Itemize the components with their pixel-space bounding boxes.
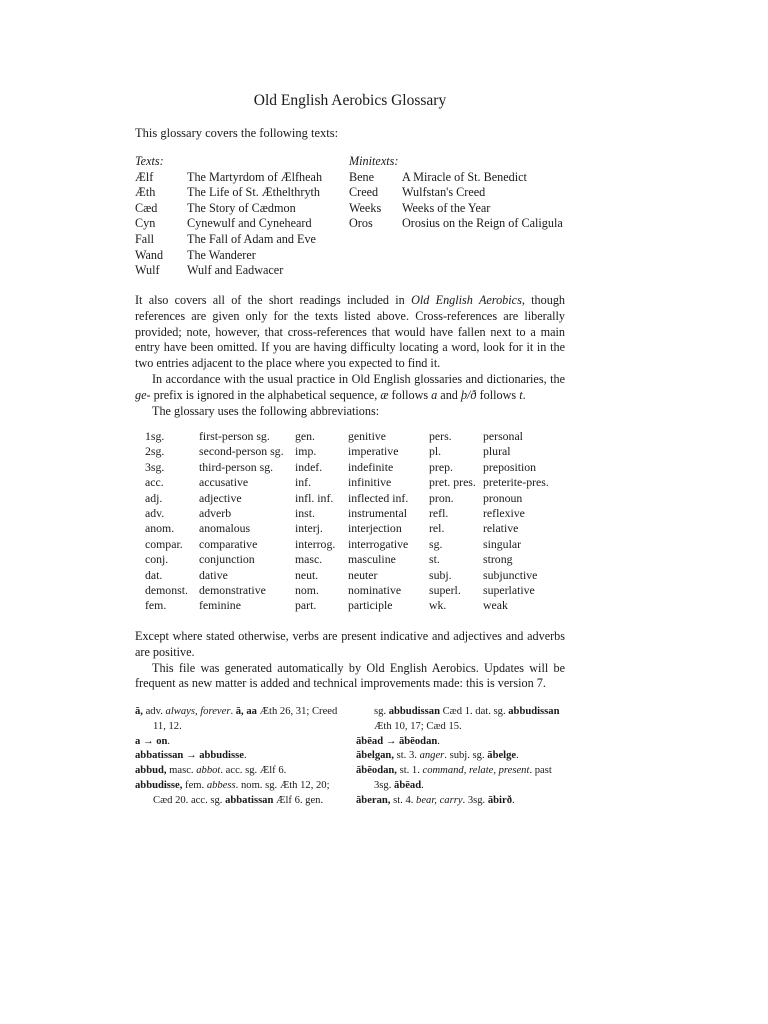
abbreviation-meaning: strong: [483, 552, 513, 567]
definition: always, forever: [165, 706, 231, 717]
abbreviation: wk.: [429, 598, 447, 613]
text-abbr: Fall: [135, 231, 154, 246]
texts-heading: Texts:: [135, 154, 164, 168]
entry-text: .: [437, 735, 440, 747]
text-name: The Story of Cædmon: [187, 200, 296, 215]
text-name: The Wanderer: [187, 247, 256, 262]
abbreviation: acc.: [145, 475, 164, 490]
entry-text: Æth 26, 31; Creed 11, 12.: [153, 706, 338, 732]
text-name: The Fall of Adam and Eve: [187, 231, 316, 246]
headword: a: [135, 735, 141, 747]
abbreviation-meaning: dative: [199, 567, 228, 582]
abbreviation-meaning: second-person sg.: [199, 444, 284, 459]
abbreviation-meaning: nominative: [348, 583, 402, 598]
abbreviation: indef.: [295, 459, 323, 474]
text-row: [135, 248, 322, 264]
abbreviation-meaning: weak: [483, 598, 508, 613]
entry-text: Ælf 6. gen.: [273, 794, 324, 806]
entry-text: →: [383, 735, 399, 747]
abbreviation: interrog.: [295, 536, 336, 551]
abbreviation: superl.: [429, 583, 461, 598]
abbreviation: st.: [429, 552, 440, 567]
headword: ābirð: [487, 794, 512, 806]
entry-text: .: [230, 706, 236, 717]
abbreviation-row: [145, 475, 563, 490]
minitext-abbr: Creed: [349, 185, 379, 200]
headword: ābēodan,: [356, 765, 397, 777]
text-abbr: Ælf: [135, 169, 154, 184]
abbreviation-meaning: demonstrative: [199, 583, 266, 598]
abbreviation: pret. pres.: [429, 475, 476, 490]
abbreviation: pron.: [429, 490, 454, 505]
text-row: [135, 232, 322, 248]
abbreviation: 1sg.: [145, 429, 165, 443]
glossary-entry: [135, 779, 347, 809]
page-title: Old English Aerobics Glossary: [253, 92, 447, 109]
abbreviation-meaning: neuter: [348, 567, 378, 582]
abbreviation-meaning: pronoun: [483, 490, 523, 505]
abbreviation-row: [145, 506, 563, 521]
entry-text: . nom. sg. Æth 12, 20; Cæd 20. acc. sg.: [153, 779, 330, 806]
definition: abbot: [196, 765, 221, 777]
entry-text: fem.: [182, 779, 207, 791]
abbreviation-meaning: adverb: [199, 506, 232, 521]
headword: abbud,: [135, 765, 167, 777]
entry-text: . acc. sg. Ælf 6.: [220, 765, 287, 777]
text-row: [135, 201, 322, 217]
paragraph-alphabetization: In accordance with the usual practice in Old English glossaries and dictionaries, the ge- prefix is ignored in the alphabetical sequence, æ follows a and þ/ð follows t.: [135, 371, 565, 402]
abbreviation-meaning: plural: [483, 444, 511, 459]
abbreviation: compar.: [145, 536, 183, 551]
entry-text: . 3sg.: [462, 794, 488, 806]
text-abbr: Cæd: [135, 200, 158, 215]
glossary-entry: [356, 749, 568, 764]
entry-text: →: [183, 750, 200, 762]
glossary-entry: [356, 794, 568, 809]
glossary-entry: [356, 705, 568, 735]
abbreviation-meaning: comparative: [199, 536, 258, 551]
text-abbr: Wand: [135, 247, 164, 262]
notes-paragraphs: [135, 629, 565, 692]
abbreviation-meaning: masculine: [348, 552, 396, 567]
abbreviation: conj.: [145, 552, 169, 567]
abbreviation-row: [145, 552, 563, 567]
minitext-abbr: Oros: [349, 216, 373, 231]
abbreviations-table: [145, 429, 563, 614]
headword: abbudissan: [388, 706, 440, 717]
abbreviation: 2sg.: [145, 444, 165, 459]
abbreviation-meaning: genitive: [348, 429, 387, 443]
abbreviation: inst.: [295, 506, 315, 521]
entry-text: →: [140, 735, 157, 747]
entry-text: .: [512, 794, 515, 806]
abbreviation-meaning: personal: [483, 429, 523, 443]
abbreviation: neut.: [295, 567, 319, 582]
headword: ā, aa: [235, 706, 257, 717]
headword: ābelge: [487, 750, 517, 762]
text-abbr: Æth: [135, 185, 156, 200]
minitexts-list: [349, 154, 563, 232]
abbreviation-row: [145, 491, 563, 506]
abbreviation-row: [145, 429, 563, 444]
abbreviation: prep.: [429, 459, 453, 474]
headword: abbudisse: [199, 750, 244, 762]
abbreviation-row: [145, 444, 563, 459]
abbreviation: part.: [295, 598, 317, 613]
abbreviation-meaning: singular: [483, 536, 522, 551]
abbreviation-meaning: accusative: [199, 475, 249, 490]
abbreviation-meaning: imperative: [348, 444, 399, 459]
abbreviation: imp.: [295, 444, 317, 459]
abbreviation: rel.: [429, 521, 445, 536]
abbreviation-meaning: preposition: [483, 459, 537, 474]
text-name: The Martyrdom of Ælfheah: [187, 169, 323, 184]
minitext-name: Wulfstan's Creed: [402, 185, 486, 200]
abbreviation: gen.: [295, 429, 315, 443]
abbreviation: sg.: [429, 536, 443, 551]
text-abbr: Cyn: [135, 216, 156, 231]
glossary-entry: [356, 764, 568, 794]
abbreviation: adj.: [145, 490, 163, 505]
minitext-row: [349, 170, 563, 186]
headword: ā,: [135, 706, 143, 717]
text-name: The Life of St. Æthelthryth: [187, 185, 321, 200]
abbreviation: masc.: [295, 552, 323, 567]
abbreviation-meaning: preterite-pres.: [483, 475, 549, 490]
abbreviation: adv.: [145, 506, 165, 521]
abbreviation-row: [145, 568, 563, 583]
entry-text: masc.: [166, 765, 197, 777]
abbreviation-meaning: indefinite: [348, 459, 394, 474]
abbreviation-meaning: feminine: [199, 598, 241, 613]
abbreviation-meaning: instrumental: [348, 506, 407, 521]
abbreviation: fem.: [145, 598, 167, 613]
abbreviation: demonst.: [145, 583, 188, 598]
headword: abbatissan: [225, 794, 274, 806]
entry-text: .: [243, 750, 247, 762]
headword: abbudisse,: [135, 779, 183, 791]
paragraph-version: This file was generated automatically by Old English Aerobics. Updates will be frequent as new matter is added and technical improvements made: this is version 7.: [135, 660, 565, 691]
abbreviation-meaning: conjunction: [199, 552, 255, 567]
minitext-row: [349, 185, 563, 201]
entry-text: sg.: [374, 706, 389, 717]
headword: ābēad: [356, 735, 384, 747]
entry-text: .: [167, 735, 171, 747]
definition: command, relate, present: [422, 765, 530, 777]
text-row: [135, 170, 322, 186]
definition: abbess: [206, 779, 236, 791]
entry-text: st. 4.: [390, 794, 417, 806]
headword: abbatissan: [135, 750, 184, 762]
entry-text: .: [516, 750, 519, 762]
entry-text: st. 1.: [396, 765, 423, 777]
text-row: [135, 216, 322, 232]
abbreviation-row: [145, 460, 563, 475]
entry-text: . subj. sg.: [444, 750, 488, 762]
abbreviation-row: [145, 583, 563, 598]
glossary-entry: [135, 749, 347, 764]
abbreviation: pers.: [429, 429, 452, 443]
entry-text: . past 3sg.: [374, 765, 552, 791]
abbreviation: dat.: [145, 567, 163, 582]
abbreviation: anom.: [145, 521, 175, 536]
headword: āberan,: [356, 794, 391, 806]
headword: ābēodan: [398, 735, 438, 747]
paragraph-abbreviations: The glossary uses the following abbreviations:: [152, 403, 380, 418]
abbreviation-row: [145, 537, 563, 552]
abbreviation-meaning: third-person sg.: [199, 459, 274, 474]
entry-text: Cæd 1. dat. sg.: [439, 706, 509, 717]
headword: ābēad: [394, 779, 422, 791]
abbreviation-meaning: interrogative: [348, 536, 409, 551]
abbreviation: nom.: [295, 583, 319, 598]
entry-text: .: [421, 779, 424, 791]
text-row: [135, 185, 322, 201]
definition: anger: [419, 750, 445, 762]
intro-paragraphs: [135, 293, 565, 419]
abbreviation: interj.: [295, 521, 323, 536]
minitext-abbr: Bene: [349, 169, 375, 184]
abbreviation-meaning: relative: [483, 521, 519, 536]
abbreviation-meaning: participle: [348, 598, 393, 613]
text-name: Cynewulf and Cyneheard: [187, 216, 312, 231]
abbreviation-meaning: reflexive: [483, 506, 525, 521]
intro-text: This glossary covers the following texts:: [135, 126, 339, 140]
minitext-row: [349, 216, 563, 232]
abbreviation: pl.: [429, 444, 442, 459]
glossary-entry: [356, 735, 568, 750]
minitext-name: Orosius on the Reign of Caligula: [402, 216, 563, 231]
entry-text: adv.: [142, 706, 166, 717]
abbreviation: infl. inf.: [295, 490, 334, 505]
minitext-name: A Miracle of St. Benedict: [402, 169, 527, 184]
abbreviation-meaning: first-person sg.: [199, 429, 270, 443]
abbreviation-meaning: infinitive: [348, 475, 392, 490]
minitext-name: Weeks of the Year: [402, 200, 491, 215]
glossary-entry: [135, 764, 347, 779]
headword: ābelgan,: [356, 750, 394, 762]
entry-text: st. 3.: [393, 750, 420, 762]
headword: abbudissan: [508, 706, 560, 717]
abbreviation: inf.: [295, 475, 312, 490]
texts-list: [135, 154, 322, 279]
abbreviation-meaning: inflected inf.: [348, 490, 409, 505]
abbreviation-meaning: subjunctive: [483, 567, 538, 582]
abbreviation: refl.: [429, 506, 449, 521]
minitexts-heading: Minitexts:: [349, 154, 399, 168]
minitext-row: [349, 201, 563, 217]
abbreviation-meaning: superlative: [483, 583, 535, 598]
glossary-entry: [135, 735, 347, 750]
text-row: [135, 263, 322, 279]
abbreviation-row: [145, 598, 563, 613]
abbreviation-meaning: adjective: [199, 490, 242, 505]
glossary-column-left: [135, 705, 347, 809]
abbreviation-meaning: anomalous: [199, 521, 251, 536]
text-abbr: Wulf: [135, 263, 160, 278]
text-name: Wulf and Eadwacer: [187, 263, 284, 278]
abbreviation: 3sg.: [145, 459, 165, 474]
definition: bear, carry: [416, 794, 463, 806]
glossary-column-right: [356, 705, 568, 809]
abbreviation: subj.: [429, 567, 452, 582]
entry-text: Æth 10, 17; Cæd 15.: [374, 720, 462, 732]
abbreviation-meaning: interjection: [348, 521, 402, 536]
paragraph-coverage: It also covers all of the short readings included in Old English Aerobics, though references are given only for the texts listed above. Cross-references are liberally provided; note, however, that cross-references that would have fallen next to a main entry have been omitted. If you are having difficulty locating a word, look for it in the two entries adjacent to the place where you expected to find it.: [135, 293, 566, 371]
paragraph-verbs: Except where stated otherwise, verbs are present indicative and adjectives and adverbs are positive.: [135, 629, 565, 659]
glossary-entry: [135, 705, 347, 735]
abbreviation-row: [145, 521, 563, 536]
minitext-abbr: Weeks: [349, 200, 382, 215]
headword: on: [156, 735, 168, 747]
